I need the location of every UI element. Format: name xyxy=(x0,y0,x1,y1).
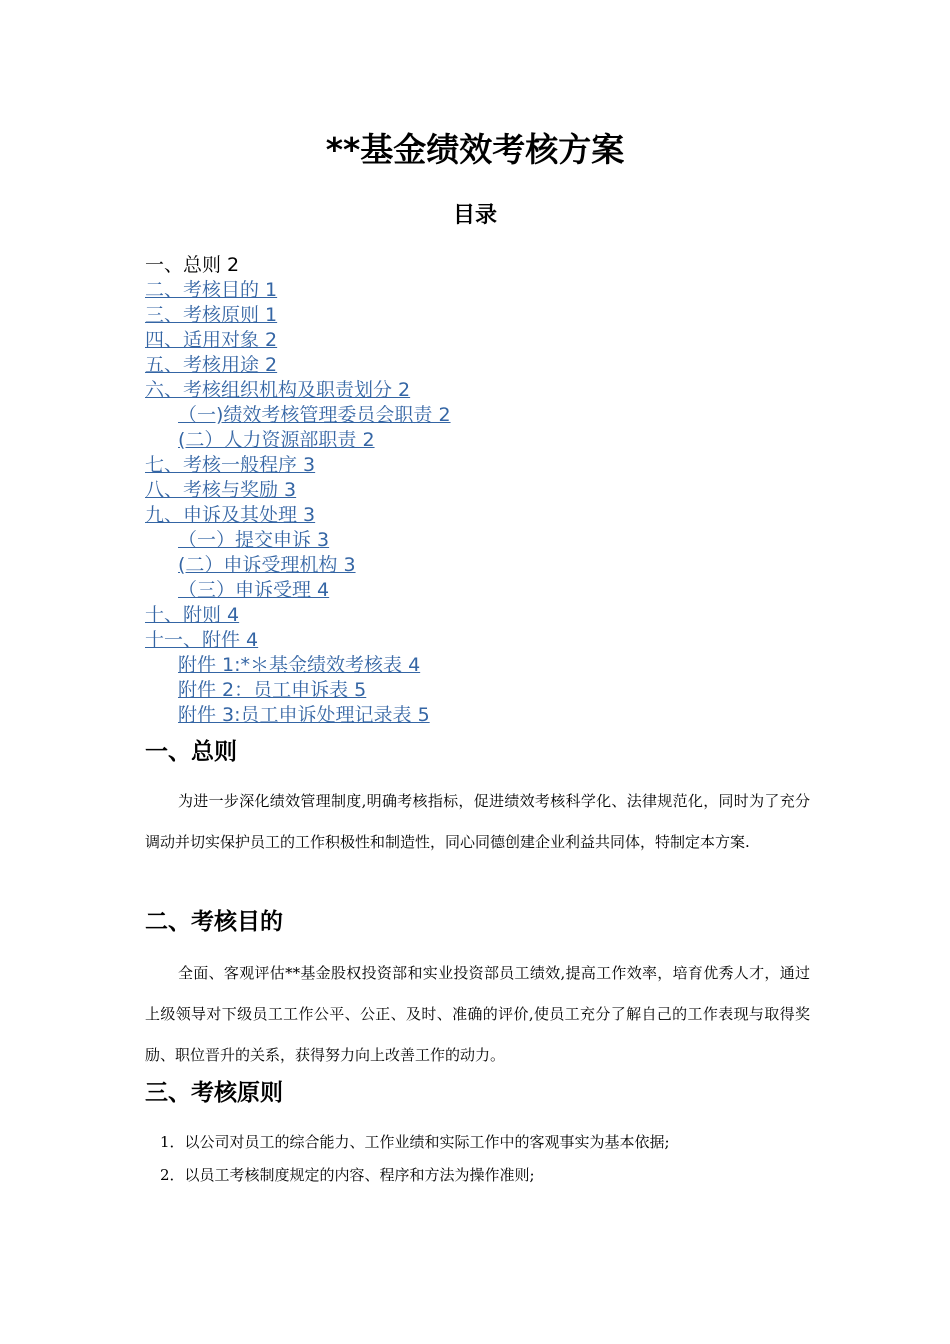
section-heading-principles: 三、考核原则 xyxy=(145,1080,283,1106)
toc-entry xyxy=(145,453,845,478)
toc-entry xyxy=(145,378,845,403)
toc-link[interactable]: 五、考核用途 2 xyxy=(145,354,278,376)
toc-entry xyxy=(145,628,845,653)
principles-list xyxy=(160,1126,810,1192)
table-of-contents xyxy=(145,253,845,728)
toc-entry xyxy=(145,353,845,378)
toc-entry xyxy=(145,503,845,528)
principle-item: 1．以公司对员工的综合能力、工作业绩和实际工作中的客观事实为基本依据; xyxy=(160,1133,670,1151)
document-title: **基金绩效考核方案 xyxy=(325,130,625,169)
toc-link[interactable]: 十一、附件 4 xyxy=(145,629,259,651)
toc-text: 一、总则 2 xyxy=(145,254,240,276)
toc-link[interactable]: 二、考核目的 1 xyxy=(145,279,278,301)
toc-entry xyxy=(145,428,845,453)
toc-link[interactable]: 六、考核组织机构及职责划分 2 xyxy=(145,379,411,401)
toc-entry xyxy=(145,578,845,603)
section-body-purpose: 全面、客观评估**基金股权投资部和实业投资部员工绩效,提高工作效率，培育优秀人才，通过上级领导对下级员工工作公平、公正、及时、准确的评价,使员工充分了解自己的工作表现与取得奖励、职位晋升的关系，获得努力向上改善工作的动力。 xyxy=(145,964,810,1064)
toc-link[interactable]: （一)绩效考核管理委员会职责 2 xyxy=(178,404,451,426)
toc-entry xyxy=(145,328,845,353)
toc-entry xyxy=(145,303,845,328)
toc-link[interactable]: (二）申诉受理机构 3 xyxy=(178,554,356,576)
toc-link[interactable]: 附件 2：员工申诉表 5 xyxy=(178,679,367,701)
toc-entry xyxy=(145,703,845,728)
section-body-general: 为进一步深化绩效管理制度,明确考核指标，促进绩效考核科学化、法律规范化，同时为了充分调动并切实保护员工的工作积极性和制造性，同心同德创建企业利益共同体，特制定本方案. xyxy=(145,792,810,851)
toc-link[interactable]: 十、附则 4 xyxy=(145,604,240,626)
toc-entry xyxy=(145,678,845,703)
toc-link[interactable]: （一）提交申诉 3 xyxy=(178,529,330,551)
toc-entry xyxy=(145,553,845,578)
toc-link[interactable]: 七、考核一般程序 3 xyxy=(145,454,316,476)
toc-title: 目录 xyxy=(452,203,497,228)
toc-link[interactable]: 三、考核原则 1 xyxy=(145,304,278,326)
toc-link[interactable]: 八、考核与奖励 3 xyxy=(145,479,297,501)
toc-entry xyxy=(145,653,845,678)
toc-entry xyxy=(145,528,845,553)
toc-entry xyxy=(145,403,845,428)
toc-link[interactable]: 附件 1:*＊基金绩效考核表 4 xyxy=(178,654,421,676)
section-heading-general: 一、总则 xyxy=(145,739,237,765)
toc-entry xyxy=(145,278,845,303)
principle-item: 2．以员工考核制度规定的内容、程序和方法为操作准则; xyxy=(160,1166,535,1184)
toc-link[interactable]: （三）申诉受理 4 xyxy=(178,579,330,601)
toc-link[interactable]: 九、申诉及其处理 3 xyxy=(145,504,316,526)
toc-link[interactable]: 四、适用对象 2 xyxy=(145,329,278,351)
toc-link[interactable]: 附件 3:员工申诉处理记录表 5 xyxy=(178,704,430,726)
toc-entry xyxy=(145,478,845,503)
section-heading-purpose: 二、考核目的 xyxy=(145,909,283,935)
toc-entry xyxy=(145,253,845,278)
toc-entry xyxy=(145,603,845,628)
toc-link[interactable]: (二）人力资源部职责 2 xyxy=(178,429,375,451)
